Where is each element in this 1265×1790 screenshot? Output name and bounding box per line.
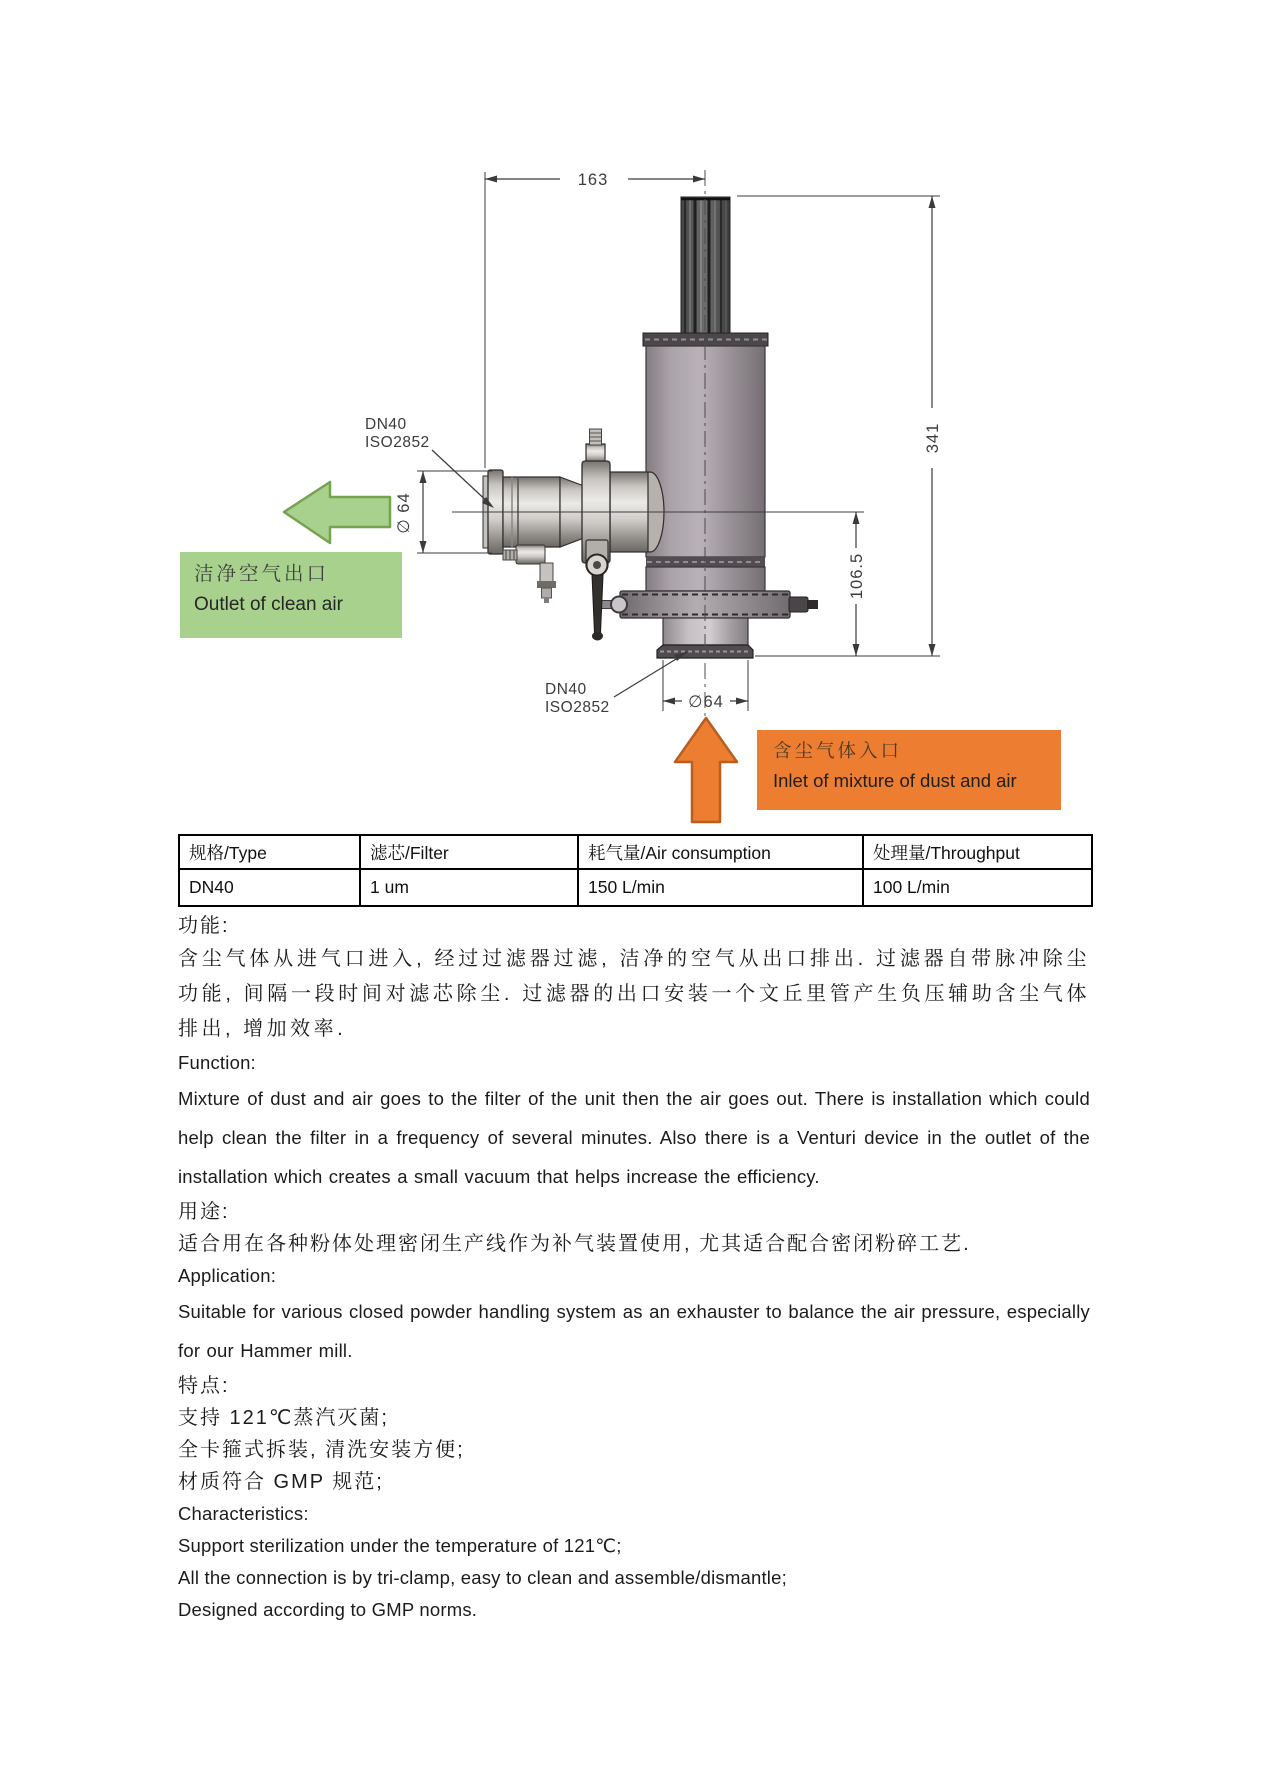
inlet-port-standard: ISO2852 xyxy=(545,699,610,716)
technical-drawing xyxy=(0,0,1265,840)
spec-value-air-consumption: 150 L/min xyxy=(578,869,863,906)
outlet-port-size: DN40 xyxy=(365,416,407,433)
description-text xyxy=(178,910,1090,1626)
inlet-flow-arrow xyxy=(675,718,737,822)
application-paragraph-en: Suitable for various closed powder handling system as an exhauster to balance the air pressure, especially for our Hammer mill. xyxy=(178,1301,1090,1361)
spec-value-type: DN40 xyxy=(179,869,360,906)
inlet-callout-zh: 含尘气体入口 xyxy=(773,740,903,761)
dim-width-value: 163 xyxy=(577,171,609,189)
spec-header-type: 规格/Type xyxy=(179,835,360,869)
dim-inlet-height-106-5 xyxy=(848,512,866,656)
outlet-port-standard: ISO2852 xyxy=(365,434,430,451)
dim-inlet-dia-value: ∅64 xyxy=(688,693,724,711)
spec-header-throughput: 处理量/Throughput xyxy=(863,835,1092,869)
outlet-flow-arrow xyxy=(284,482,390,543)
spec-table xyxy=(178,834,1093,907)
spec-header-air-consumption: 耗气量/Air consumption xyxy=(578,835,863,869)
inlet-callout-en: Inlet of mixture of dust and air xyxy=(773,770,1017,791)
spec-table-header-row xyxy=(179,835,1092,869)
clamp-lever xyxy=(586,540,608,641)
characteristic-zh-2: 全卡箍式拆装, 清洗安装方便; xyxy=(178,1439,465,1461)
function-paragraph-en: Mixture of dust and air goes to the filter of the unit then the air goes out. There is installation which could help clean the filter in a frequency of several minutes. Also there is a Venturi device in the outlet of the installation which creates a small vacuum that helps increase the efficiency. xyxy=(178,1088,1090,1187)
outlet-callout-en: Outlet of clean air xyxy=(194,594,343,615)
dim-height-value: 341 xyxy=(924,422,942,454)
function-heading-en: Function: xyxy=(178,1052,256,1073)
function-heading-zh: 功能: xyxy=(178,915,230,937)
spec-table-data-row xyxy=(179,869,1092,906)
outlet-port-label xyxy=(365,416,494,508)
characteristics-heading-zh: 特点: xyxy=(178,1375,230,1397)
drain-fittings xyxy=(503,545,556,603)
characteristic-zh-3: 材质符合 GMP 规范; xyxy=(178,1471,384,1493)
characteristics-heading-en: Characteristics: xyxy=(178,1503,309,1524)
outlet-callout-zh: 洁净空气出口 xyxy=(194,563,330,585)
outlet-callout-box xyxy=(180,552,402,638)
application-heading-zh: 用途: xyxy=(178,1201,230,1223)
dim-inlet-height-value: 106.5 xyxy=(848,552,866,600)
characteristic-en-2: All the connection is by tri-clamp, easy to clean and assemble/dismantle; xyxy=(178,1567,787,1588)
inlet-port-size: DN40 xyxy=(545,681,587,698)
application-heading-en: Application: xyxy=(178,1265,277,1286)
characteristic-en-1: Support sterilization under the temperature of 121℃; xyxy=(178,1535,622,1556)
outlet-port-assembly xyxy=(483,429,664,565)
application-paragraph-zh: 适合用在各种粉体处理密闭生产线作为补气装置使用, 尤其适合配合密闭粉碎工艺. xyxy=(178,1233,971,1255)
dim-height-341 xyxy=(737,196,942,656)
function-paragraph-zh: 含尘气体从进气口进入, 经过过滤器过滤, 洁净的空气从出口排出. 过滤器自带脉冲除尘功能, 间隔一段时间对滤芯除尘. 过滤器的出口安装一个文丘里管产生负压辅助含尘气体排出, 增加效率. xyxy=(178,948,1090,1040)
inlet-port-label xyxy=(545,651,689,716)
dim-outlet-dia-value: ∅ 64 xyxy=(395,492,413,534)
characteristic-en-3: Designed according to GMP norms. xyxy=(178,1599,478,1620)
spec-header-filter: 滤芯/Filter xyxy=(360,835,578,869)
inlet-callout-box xyxy=(757,730,1061,810)
bottom-tri-clamp xyxy=(598,591,818,658)
spec-value-filter: 1 um xyxy=(360,869,578,906)
characteristic-zh-1: 支持 121℃蒸汽灭菌; xyxy=(178,1407,389,1429)
spec-value-throughput: 100 L/min xyxy=(863,869,1092,906)
